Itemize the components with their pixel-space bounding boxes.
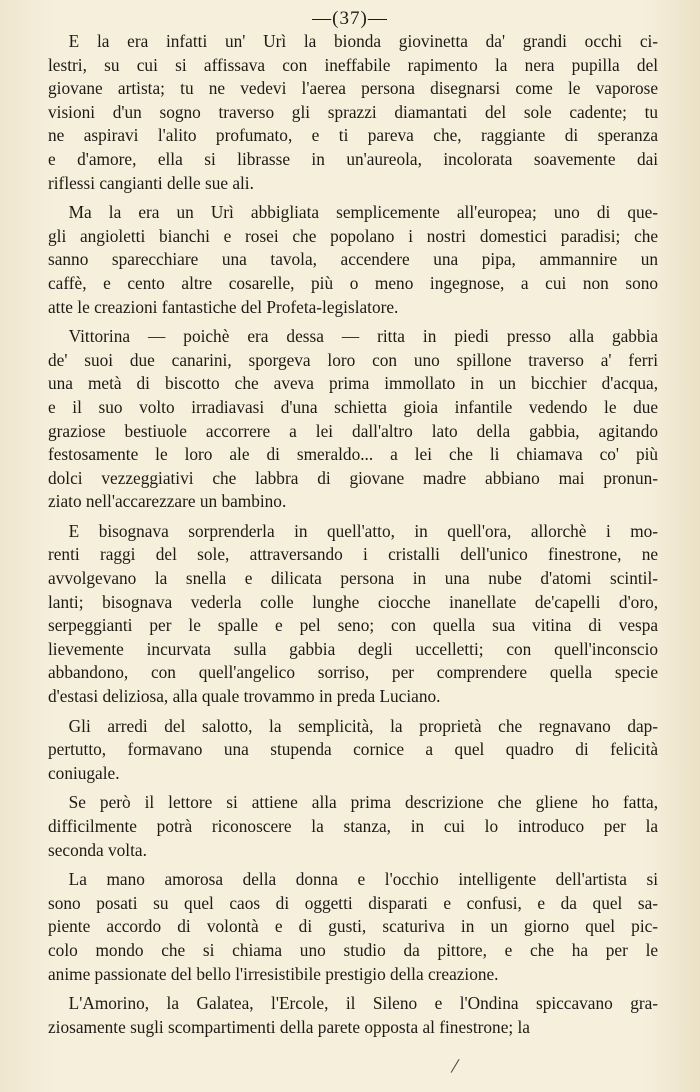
text-line: coniugale. bbox=[48, 762, 120, 783]
text-line: lievemente incurvata sulla gabbia degli uccelletti; con quell'inconscio bbox=[48, 638, 659, 659]
text-line: E la era infatti un' Urì la bionda giovinetta da' grandi occhi ci- bbox=[68, 31, 659, 51]
text-line: pertutto, formavano una stupenda cornice a quel quadro di felicità bbox=[48, 739, 659, 760]
text-line: colo mondo che si chiama uno studio da pittore, e che ha per le bbox=[48, 939, 659, 960]
text-line: festosamente le loro ale di smeraldo... a lei che li chiamava co' più bbox=[48, 444, 659, 465]
body-text bbox=[48, 30, 658, 1045]
text-line: ne aspiravi l'alito profumato, e ti pareva che, raggiante di speranza bbox=[48, 125, 659, 146]
paragraph bbox=[48, 201, 658, 319]
text-line: anime passionate del bello l'irresistibile prestigio della creazione. bbox=[48, 963, 499, 984]
text-line: Gli arredi del salotto, la semplicità, la proprietà che regnavano dap- bbox=[68, 715, 659, 736]
page-mark: / bbox=[449, 1052, 461, 1079]
text-line: e il suo volto irradiavasi d'una schietta gioia infantile vedendo le due bbox=[48, 396, 659, 417]
text-line: abbandono, con quell'angelico sorriso, per comprendere quella specie bbox=[48, 662, 659, 683]
text-line: renti raggi del sole, attraversando i cristalli dell'unico finestrone, ne bbox=[48, 544, 659, 565]
text-line: ziosamente sugli scompartimenti della parete opposta al finestrone; la bbox=[48, 1016, 530, 1037]
paragraph bbox=[48, 791, 658, 862]
paragraph bbox=[48, 30, 658, 195]
paragraph bbox=[48, 868, 658, 986]
text-line: sanno sparecchiare una tavola, accendere una pipa, ammannire un bbox=[48, 249, 659, 270]
text-line: sono posati su quel caos di oggetti disparati e confusi, e da quel sa- bbox=[48, 892, 659, 913]
text-line: graziose bestiuole accorrere a lei dall'altro lato della gabbia, agitando bbox=[48, 420, 659, 441]
text-line: L'Amorino, la Galatea, l'Ercole, il Sileno e l'Ondina spiccavano gra- bbox=[68, 993, 659, 1014]
text-line: riflessi cangianti delle sue ali. bbox=[48, 172, 254, 193]
paragraph bbox=[48, 325, 658, 514]
page-number: —(37)— bbox=[312, 8, 388, 29]
text-line: de' suoi due canarini, sporgeva loro con uno spillone traverso a' ferri bbox=[48, 349, 659, 370]
text-line: lanti; bisognava vederla colle lunghe ciocche inanellate de'capelli d'oro, bbox=[48, 591, 659, 612]
text-line: giovane artista; tu ne vedevi l'aerea persona disegnarsi come le vaporose bbox=[48, 78, 659, 99]
paragraph bbox=[48, 992, 658, 1039]
text-line: Ma la era un Urì abbigliata semplicemente all'europea; uno di que- bbox=[68, 202, 659, 223]
text-line: seconda volta. bbox=[48, 839, 147, 860]
text-line: avvolgevano la snella e dilicata persona in una nube d'atomi scintil- bbox=[48, 568, 659, 589]
text-line: d'estasi deliziosa, alla quale trovammo in preda Luciano. bbox=[48, 686, 441, 707]
text-line: dolci vezzeggiativi che labbra di giovane madre abbiano mai pronun- bbox=[48, 467, 659, 488]
text-line: Vittorina — poichè era dessa — ritta in piedi presso alla gabbia bbox=[68, 326, 659, 347]
text-line: caffè, e cento altre cosarelle, più o meno ingegnose, a cui non sono bbox=[48, 272, 659, 293]
paragraph bbox=[48, 520, 658, 709]
text-line: lestri, su cui si affissava con ineffabile rapimento la nera pupilla del bbox=[48, 54, 659, 75]
text-line: E bisognava sorprenderla in quell'atto, in quell'ora, allorchè i mo- bbox=[68, 520, 659, 541]
text-line: gli angioletti bianchi e rosei che popolano i nostri domestici paradisi; che bbox=[48, 225, 659, 246]
text-line: serpeggianti per le spalle e pel seno; con quella sua vitina di vespa bbox=[48, 615, 659, 636]
text-line: ziato nell'accarezzare un bambino. bbox=[48, 491, 287, 512]
text-line: una metà di biscotto che aveva prima immollato in un bicchier d'acqua, bbox=[48, 373, 659, 394]
text-line: difficilmente potrà riconoscere la stanza, in cui lo introduco per la bbox=[48, 816, 659, 836]
text-line: La mano amorosa della donna e l'occhio intelligente dell'artista si bbox=[68, 869, 659, 890]
paragraph bbox=[48, 715, 658, 786]
text-line: atte le creazioni fantastiche del Profeta-legislatore. bbox=[48, 296, 399, 317]
text-line: visioni d'un sogno traverso gli sprazzi diamantati del sole cadente; tu bbox=[48, 101, 659, 122]
text-line: e d'amore, ella si librasse in un'aureola, incolorata soavemente dai bbox=[48, 148, 659, 169]
text-line: piente accordo di volontà e di gusti, scaturiva in un giorno quel pic- bbox=[48, 916, 659, 937]
text-line: Se però il lettore si attiene alla prima descrizione che gliene ho fatta, bbox=[68, 792, 659, 813]
